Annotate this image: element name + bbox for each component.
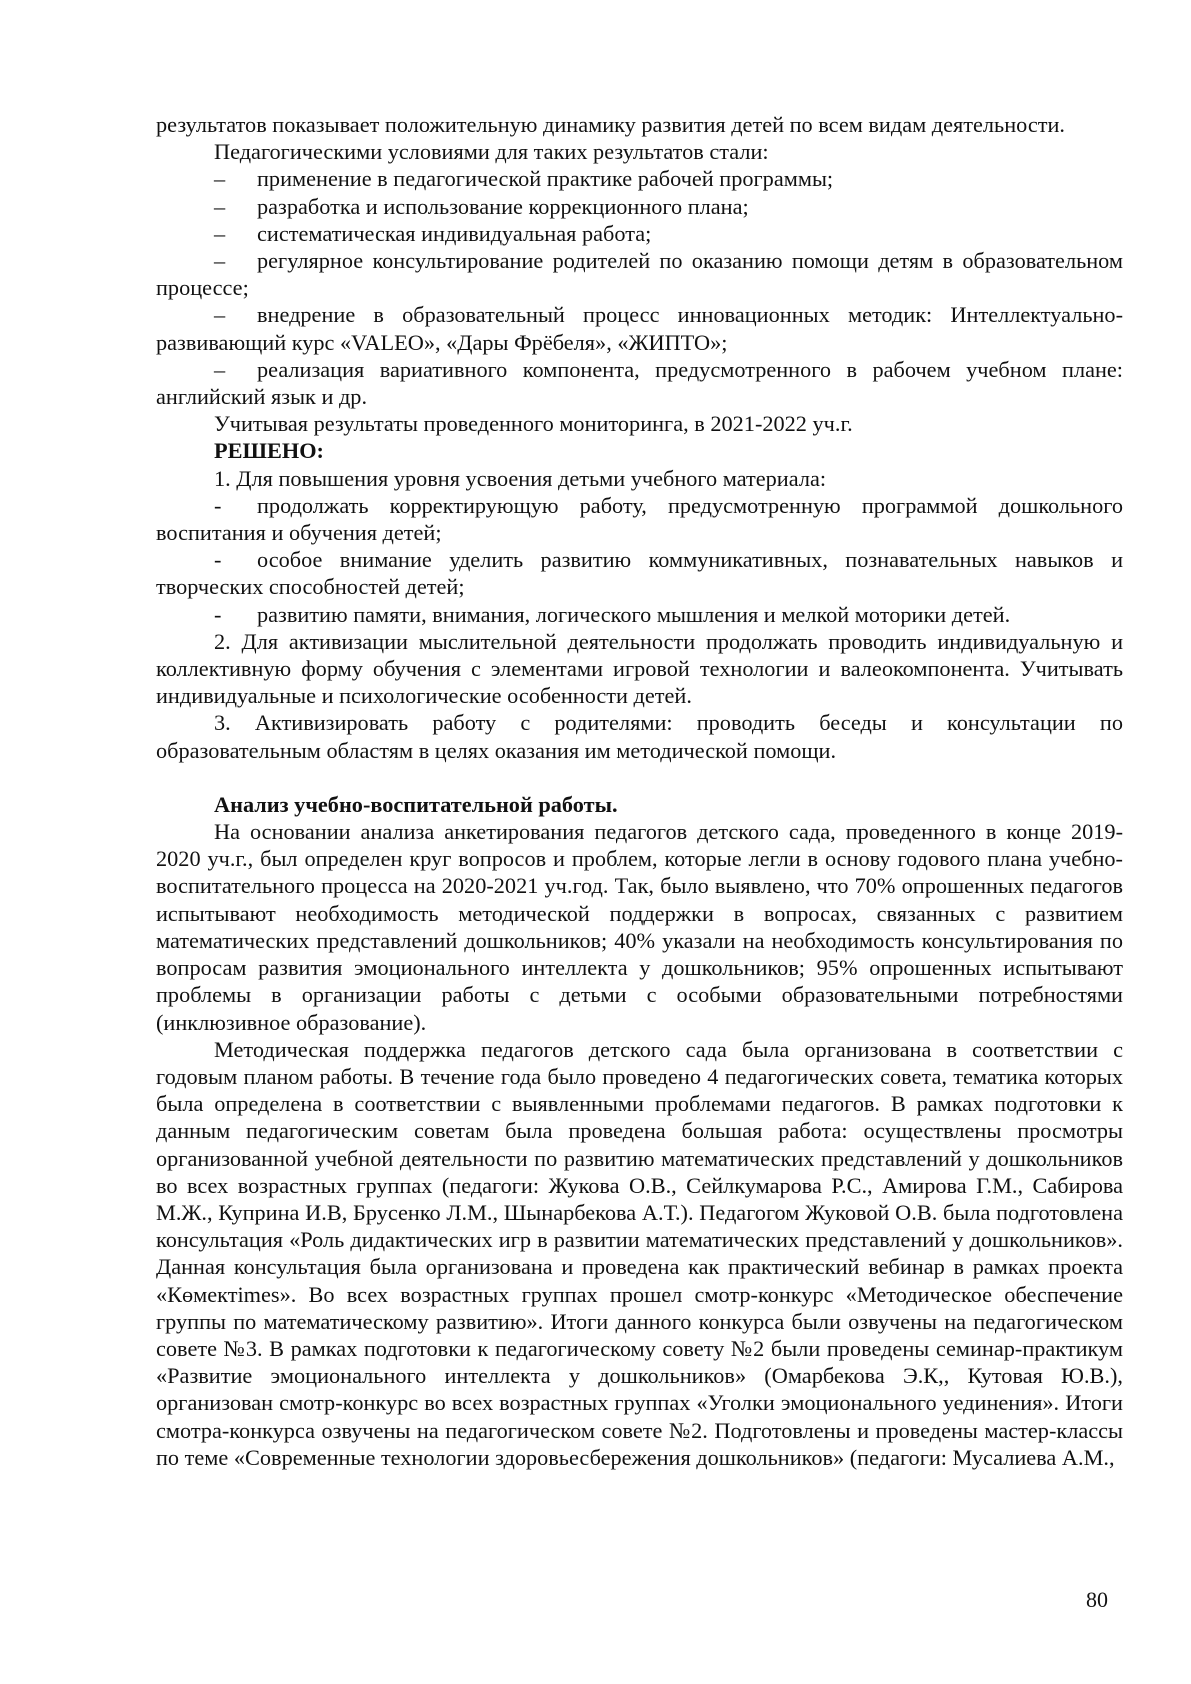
list-item: - развитию памяти, внимания, логического мышления и мелкой моторики детей.	[214, 601, 1011, 627]
paragraph-methodical-support: Методическая поддержка педагогов детского сада была организована в соответствии с годовым планом работы. В течение года было проведено 4 педагогических совета, тематика которых была определена в соответствии с выявленными проблемами педагогов. В рамках подготовки к данным педагогическим советам была проведена большая работа: осуществлены просмотры организованной учебной деятельности по развитию математических представлений у дошкольников во всех возрастных группах (педагоги: Жукова О.В., Сейлкумарова Р.С., Амирова Г.М., Сабирова М.Ж., Куприна И.В, Брусенко Л.М., Шынарбекова А.Т.). Педагогом Жуковой О.В. была подготовлена консультация «Роль дидактических игр в развитии математических представлений у дошкольников». Данная консультация была организована и проведена как практический вебинар в рамках проекта «Көмектimes». Во всех возрастных группах прошел смотр-конкурс «Методическое обеспечение группы по математическому развитию». Итоги данного конкурса были озвучены на педагогическом совете №3. В рамках подготовки к педагогическому совету №2 были проведены семинар-практикум «Развитие эмоционального интеллекта у дошкольников» (Омарбекова Э.К,, Кутовая Ю.В.), организован смотр-конкурс во всех возрастных группах «Уголки эмоционального уединения». Итоги смотра-конкурса озвучены на педагогическом совете №2. Подготовлены и проведены мастер-классы по теме «Современные технологии здоровьесбережения дошкольников» (педагоги: Мусалиева А.М.,	[156, 1036, 1123, 1470]
list-item: – применение в педагогической практике рабочей программы;	[214, 166, 834, 192]
decision-point-1: 1. Для повышения уровня усвоения детьми учебного материала:	[214, 465, 827, 491]
list-item: – регулярное консультирование родителей по оказанию помощи детям в образовательном процессе;	[156, 248, 1123, 301]
list-item: - особое внимание уделить развитию коммуникативных, познавательных навыков и творческих способностей детей;	[156, 547, 1123, 600]
paragraph-results-continuation: результатов показывает положительную динамику развития детей по всем видам деятельности.	[156, 112, 1066, 137]
spacer	[156, 764, 1123, 791]
list-item: – систематическая индивидуальная работа;	[214, 220, 652, 246]
paragraph-conditions-intro: Педагогическими условиями для таких результатов стали:	[214, 139, 769, 165]
decision-point-2: 2. Для активизации мыслительной деятельности продолжать проводить индивидуальную и коллективную форму обучения с элементами игровой технологии и валеокомпонента. Учитывать индивидуальные и психологические особенности детей.	[156, 628, 1123, 709]
decision-point-3: 3. Активизировать работу с родителями: проводить беседы и консультации по образовательным областям в целях оказания им методической помощи.	[156, 710, 1123, 763]
page-number: 80	[1086, 1587, 1108, 1612]
list-item: – разработка и использование коррекционного плана;	[214, 193, 749, 219]
paragraph-monitoring: Учитывая результаты проведенного мониторинга, в 2021-2022 уч.г.	[214, 411, 853, 437]
section-heading: Анализ учебно-воспитательной работы.	[214, 791, 618, 817]
list-item: - продолжать корректирующую работу, предусмотренную программой дошкольного воспитания и обучения детей;	[156, 492, 1123, 546]
list-item: – внедрение в образовательный процесс инновационных методик: Интеллектуально-развивающий курс «VALEO», «Дары Фрёбеля», «ЖИПТО»;	[156, 302, 1123, 355]
decided-heading: РЕШЕНО:	[214, 438, 324, 464]
list-item: – реализация вариативного компонента, предусмотренного в рабочем учебном плане: английский язык и др.	[156, 356, 1123, 410]
page-body	[156, 111, 1123, 1471]
paragraph-survey-analysis: На основании анализа анкетирования педагогов детского сада, проведенного в конце 2019-2020 уч.г., был определен круг вопросов и проблем, которые легли в основу годового плана учебно-воспитательного процесса на 2020-2021 уч.год. Так, было выявлено, что 70% опрошенных педагогов испытывают необходимость методической поддержки в вопросах, связанных с развитием математических представлений дошкольников; 40% указали на необходимость консультирования по вопросам развития эмоционального интеллекта у дошкольников; 95% опрошенных испытывают проблемы в организации работы с детьми с особыми образовательными потребностями (инклюзивное образование).	[156, 819, 1123, 1035]
